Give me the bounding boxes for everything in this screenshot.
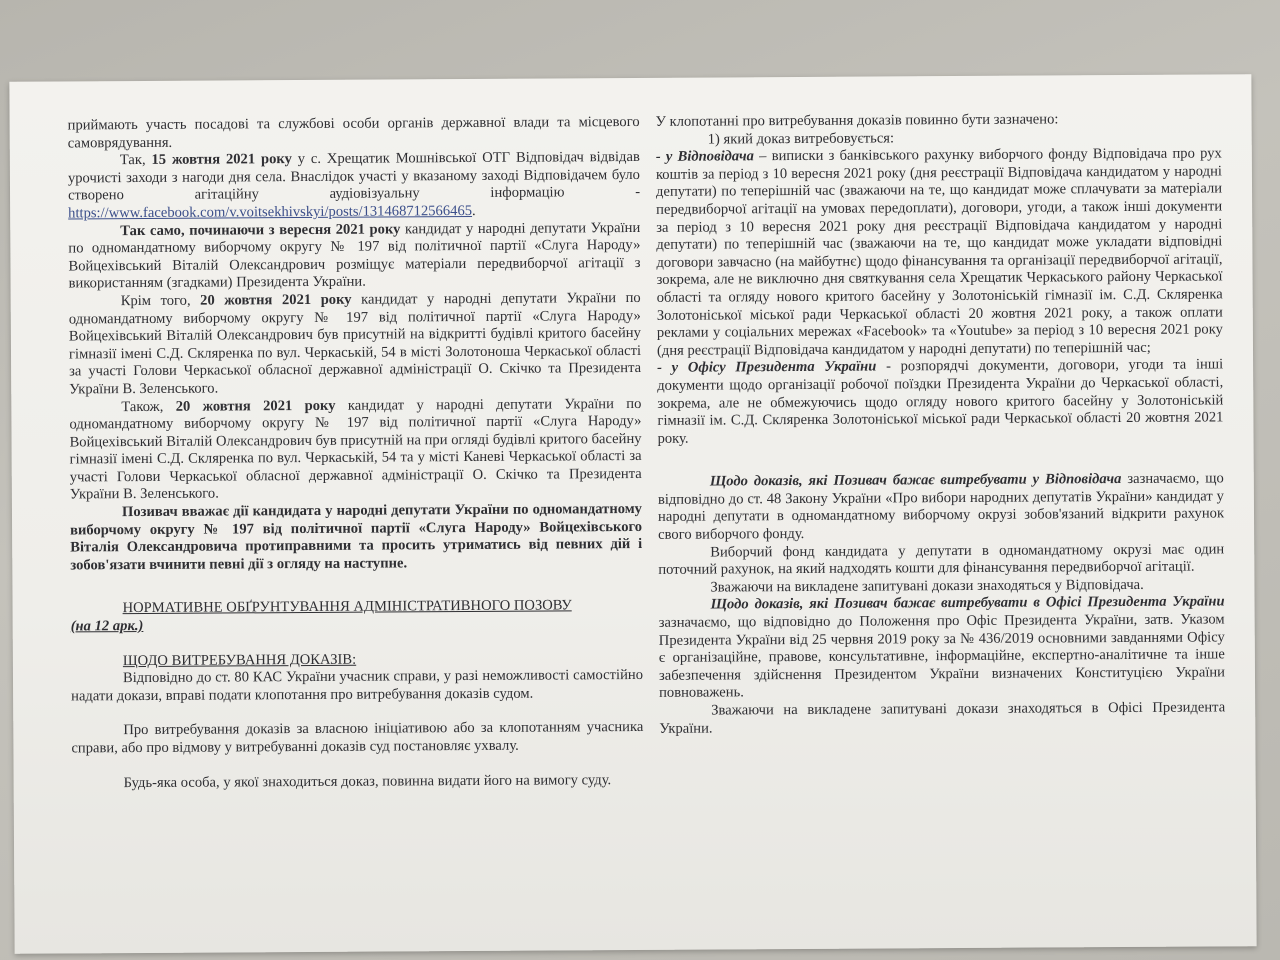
paragraph-from-respondent [656, 146, 1223, 361]
text: Так, [119, 152, 152, 169]
document-page [9, 74, 1256, 954]
text: - розпорядчі документи, договори, угоди та інші документи щодо організації робочої поїздки Президента України до Черкаської області, зокрема, але не обмежуючись щодо огляду нового критого басейну у Золотоніській гімназії ім. С.Д. Скляренка Золотоніської міської ради Черкаської області 20 жовтня 2021 року. [657, 356, 1224, 447]
italic-lead: Щодо доказів, які Позивач бажає витребувати у Відповідача [709, 471, 1122, 490]
heading-normative-grounds: НОРМАТИВНЕ ОБҐРУНТУВАННЯ АДМІНІСТРАТИВНОГО ПОЗОВУ [122, 597, 572, 617]
subject-respondent: - у Відповідача [655, 148, 754, 166]
text: кандидат у народні депутати України по одномандатному виборчому округу № 197 від політичної партії «Слуга Народу» Войцехівський Віталій Олександрович був присутній на відкритті будівлі критого басейну гімназії імені С.Д. Скляренка по вул. Черкаській, 54 в місті Золотоноша Черкаської області за участі Голови Черкаської обласної державної адміністрації О. Скічко та Президента України В. Зеленського. [68, 289, 642, 398]
paragraph-any-person: Будь-яка особа, у якої знаходиться доказ, повинна видати його на вимогу суду. [123, 771, 612, 791]
text: кандидат у народні депутати України по одномандатному виборчому округу № 197 від політичної партії «Слуга Народу» Войцехівський Віталій Олександрович розміщує матеріали передвиборчої агітації з використанням (згадками) Президента України. [68, 219, 641, 292]
right-column [656, 110, 1226, 738]
left-column [68, 114, 644, 793]
date-bold: 20 жовтня 2021 року [175, 397, 336, 415]
paragraph-pool-inspection [69, 395, 642, 504]
spacer [658, 445, 1224, 474]
paragraph-evidence-location-respondent: Зважаючи на викладене запитувані докази знаходяться у Відповідача. [710, 576, 1144, 596]
paragraph-evidence-location-office: Зважаючи на викладене запитувані докази знаходяться в Офісі Президента України. [659, 699, 1226, 737]
date-bold: 15 жовтня 2021 року [151, 151, 292, 169]
text: – виписки з банківського рахунку виборчого фонду Відповідача про рух коштів за період з 10 вересня 2021 року (дня реєстрації Відповідача кандидатом у народні депутати) по теперішній час (зважаючи на те, що кандидат може сплачувати за матеріали передвиборчої агітації на умовах передоплати), договори, угоди, а також інші документи за період з 10 вересня 2021 року дня реєстрації Відповідача кандидатом у народні депутати) по теперішній час (зважаючи на те, що кандидат може укладати відповідні договори завчасно (на майбутнє) щодо фінансування та організації передвиборчої агітації, зокрема, але не виключно дня святкування села Хрещатик Черкаського району Черкаської області та огляду нового критого басейну у Золотоніській гімназії ім. С.Д. Скляренка Золотоніської міської ради Черкаської області 20 жовтня 2021 року, а також оплати реклами у соціальних мережах «Facebook» та «Youtube» за період з 10 вересня 2021 року (дня реєстрації Відповідача кандидатом у народні депутати) по теперішній час; [655, 145, 1223, 359]
list-item-1: 1) який доказ витребовується: [707, 129, 895, 148]
paragraph-election-fund: Виборчий фонд кандидата у депутати в одномандатному окрузі має один поточний рахунок, на який надходять кошти для фінансування передвиборчої агітації. [658, 541, 1225, 579]
text: . [471, 202, 476, 219]
paragraph-court-ruling: Про витребування доказів за власною ініціативою або за клопотанням учасника справи, або про відмову у витребуванні доказів суд постановляє ухвалу. [71, 719, 644, 757]
heading-note-pages: (на 12 арк.) [70, 618, 144, 635]
date-bold: 20 жовтня 2021 року [200, 291, 352, 309]
text: Також, [121, 398, 176, 415]
text: Крім того, [120, 292, 201, 310]
paragraph-participation: приймають участь посадові та службові особи органів державної влади та місцевого самоврядування. [67, 113, 640, 152]
paragraph-article-80: Відповідно до ст. 80 КАС України учасник справи, у разі неможливості самостійно надати докази, вправі подати клопотання про витребування доказів судом. [71, 667, 644, 705]
date-bold: Так само, починаючи з вересня 2021 року [120, 220, 401, 239]
paragraph-september-agitation [68, 220, 640, 294]
paragraph-request-content: У клопотанні про витребування доказів повинно бути зазначено: [655, 111, 1059, 130]
heading-evidence-request: ЩОДО ВИТРЕБУВАННЯ ДОКАЗІВ: [122, 651, 357, 669]
paragraph-evidence-respondent [658, 471, 1224, 545]
text: зазначаємо, що відповідно до Положення про Офіс Президента України, затв. Указом Президента України від 25 червня 2019 року за № 436/2019 основними завданнями Офісу є організаційне, правове, консультативне, інформаційне, експертно-аналітичне та інше забезпечення здійснення Президентом України визначених Конституцією України повноважень. [658, 611, 1226, 702]
text: зазначаємо, що відповідно до ст. 48 Закону України «Про вибори народних депутатів України» кандидат у народні депутати в одномандатному виборчому окрузі зобов'язаний відкрити рахунок свого виборчого фонду. [657, 470, 1225, 543]
italic-lead: Щодо доказів, які Позивач бажає витребувати в Офісі Президента України [710, 593, 1225, 613]
paragraph-from-president-office [657, 357, 1224, 448]
paragraph-pool-opening [69, 290, 642, 399]
facebook-link[interactable]: https://www.facebook.com/v.voitsekhivskyi/posts/131468712566465 [68, 202, 473, 222]
text: у с. Хрещатик Мошнівської ОТГ Відповідач відвідав урочисті заходи з нагоди дня села. Внаслідок участі у вказаному заході Відповідачем було створено агітаційну аудіовізуальну інформацію - [67, 149, 641, 204]
spacer [70, 571, 642, 600]
paragraph-evidence-president-office [659, 594, 1226, 703]
subject-president-office: - у Офісу Президента України [657, 358, 877, 377]
paragraph-khreshchatyk-event [68, 149, 640, 223]
text: кандидат у народні депутати України по одномандатному виборчому округу № 197 від політичної партії «Слуга Народу» Войцехівський Віталій Олександрович був присутній на при огляді будівлі критого басейну гімназії імені С.Д. Скляренка по вул. Черкаській, 54 та у місті Каневі Черкаської області за участі Голови Черкаської обласної державної адміністрації О. Скічко та Президента України В. Зеленського. [69, 395, 642, 503]
paragraph-claim-statement: Позивач вважає дії кандидата у народні депутати України по одномандатному виборчому округу № 197 від політичної партії «Слуга Народу» Войцехівського Віталія Олександровича протиправними та просить утриматись від певних дій і зобов'язати вчинити певні дії з огляду на наступне. [70, 501, 643, 574]
